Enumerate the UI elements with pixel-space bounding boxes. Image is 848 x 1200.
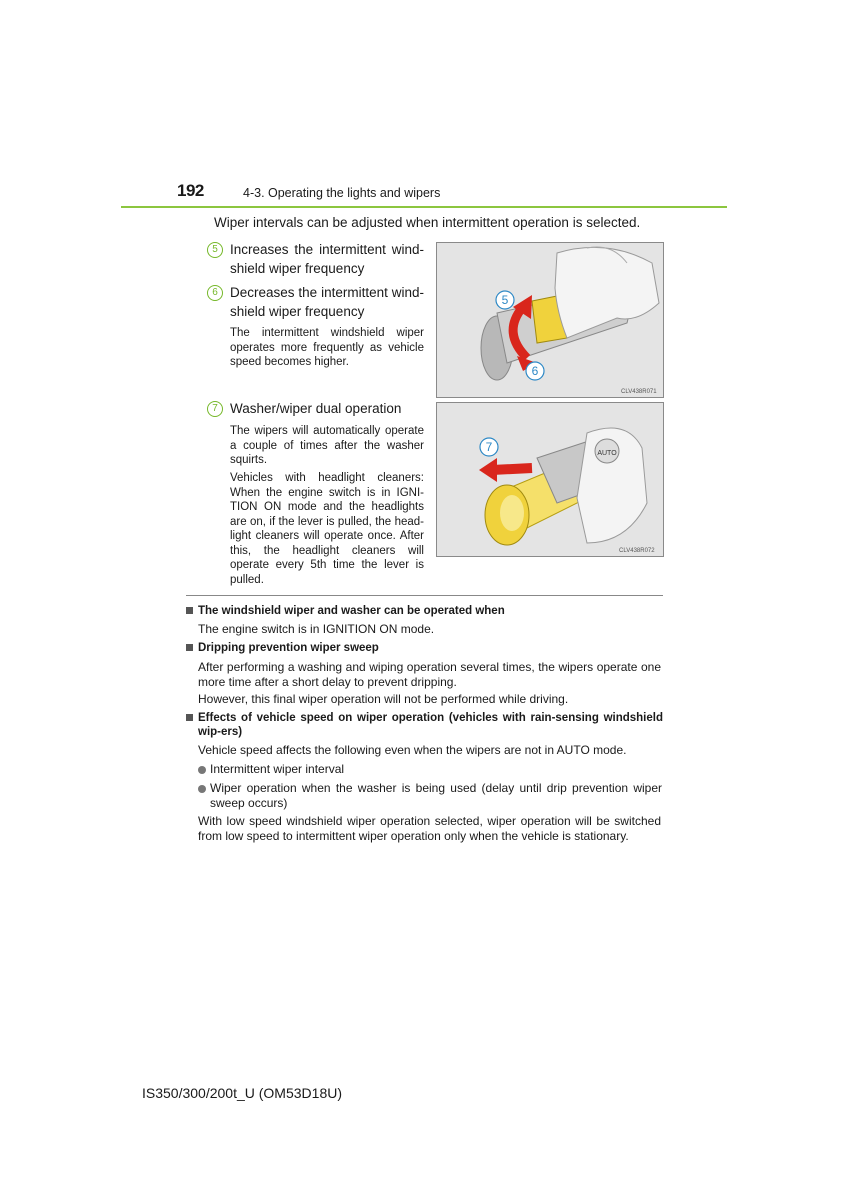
section-divider xyxy=(186,595,663,596)
header-rule xyxy=(121,206,727,208)
intro-text: Wiper intervals can be adjusted when intermittent operation is selected. xyxy=(214,215,641,230)
figure-code: CLV438R072 xyxy=(619,548,655,554)
square-bullet-icon xyxy=(186,714,193,721)
item-text: Washer/wiper dual operation xyxy=(230,401,402,416)
info-heading-2 xyxy=(186,641,663,655)
figure-label-5: 5 xyxy=(501,293,509,307)
page-number: 192 xyxy=(177,181,204,200)
info-paragraph: Vehicle speed affects the following even when the wipers are not in AUTO mode. xyxy=(198,743,627,757)
item-text: Increases the intermittent wind-shield wiper frequency xyxy=(230,242,424,276)
item-number-7: 7 xyxy=(207,401,223,417)
item-number-6: 6 xyxy=(207,285,223,301)
figure-label-7: 7 xyxy=(485,440,493,454)
item-7-note-2: Vehicles with headlight cleaners: When the engine switch is in IGNI-TION ON mode and the headlights are on, if the lever is pulled, the head-light cleaners will operate once. After this, the headlight cleaners will operate every 5th time the lever is pulled. xyxy=(230,472,424,586)
info-heading-3 xyxy=(186,711,663,739)
figure-wiper-interval xyxy=(436,242,664,398)
square-bullet-icon xyxy=(186,644,193,651)
switch-auto-label: AUTO xyxy=(597,450,617,457)
item-6-note: The intermittent windshield wiper operates more frequently as vehicle speed becomes higher. xyxy=(230,327,424,368)
circle-bullet-icon xyxy=(198,766,206,774)
heading-text: Effects of vehicle speed on wiper operation (vehicles with rain-sensing windshield wip-ers) xyxy=(198,712,663,738)
washer-illustration xyxy=(437,403,663,556)
item-text: Decreases the intermittent wind-shield wiper frequency xyxy=(230,285,424,319)
wiper-interval-illustration xyxy=(437,243,663,397)
info-paragraph: The engine switch is in IGNITION ON mode. xyxy=(198,622,435,636)
item-7-note-1: The wipers will automatically operate a couple of times after the washer squirts. xyxy=(230,425,424,466)
figure-washer-operation xyxy=(436,402,664,557)
info-paragraph: However, this final wiper operation will not be performed while driving. xyxy=(198,692,569,706)
bullet-item xyxy=(198,762,662,777)
square-bullet-icon xyxy=(186,607,193,614)
item-6 xyxy=(207,283,424,321)
item-5 xyxy=(207,240,424,278)
section-title: 4-3. Operating the lights and wipers xyxy=(243,186,441,200)
info-paragraph: With low speed windshield wiper operation selected, wiper operation will be switched from low speed to intermittent wiper operation only when the vehicle is stationary. xyxy=(198,814,661,843)
figure-code: CLV438R071 xyxy=(621,389,657,395)
item-number-5: 5 xyxy=(207,242,223,258)
heading-text: The windshield wiper and washer can be operated when xyxy=(198,605,505,617)
footer-model-code: IS350/300/200t_U (OM53D18U) xyxy=(142,1085,342,1101)
item-7 xyxy=(207,399,424,418)
bullet-text: Wiper operation when the washer is being used (delay until drip prevention wiper sweep occurs) xyxy=(210,781,662,810)
figure-label-6: 6 xyxy=(531,364,539,378)
circle-bullet-icon xyxy=(198,785,206,793)
info-paragraph: After performing a washing and wiping operation several times, the wipers operate one more time after a short delay to prevent dripping. xyxy=(198,660,661,689)
heading-text: Dripping prevention wiper sweep xyxy=(198,642,379,654)
bullet-item xyxy=(198,781,662,810)
info-heading-1 xyxy=(186,604,663,618)
bullet-text: Intermittent wiper interval xyxy=(210,762,345,776)
